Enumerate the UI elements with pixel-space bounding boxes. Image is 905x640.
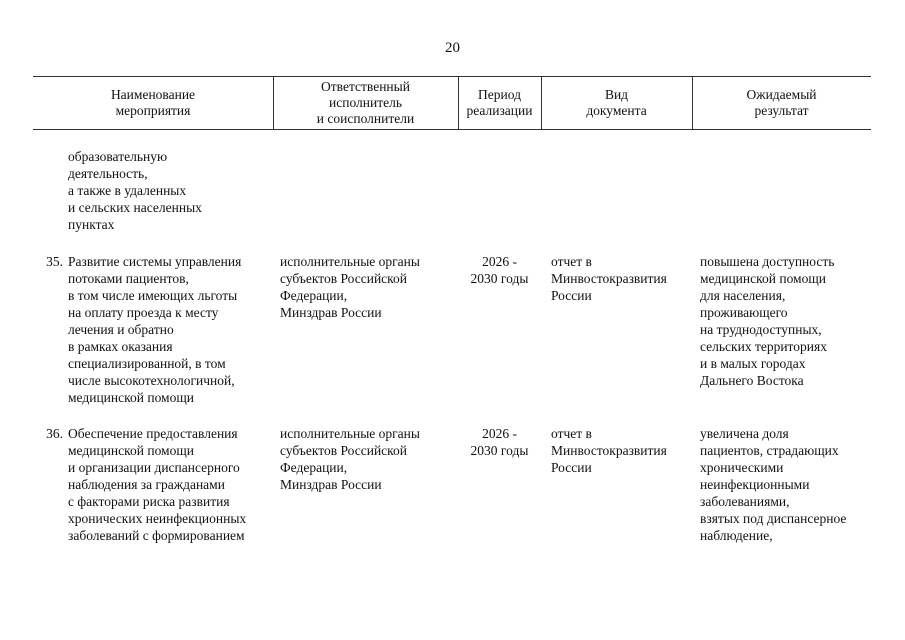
table-header-rule: [33, 129, 871, 130]
row-responsible: исполнительные органы субъектов Российской Федерации, Минздрав России: [280, 254, 420, 320]
row-result: повышена доступность медицинской помощи для населения, проживающего на труднодоступных, сельских территориях и в малых городах Дальнего Востока: [700, 254, 835, 388]
row-name: Развитие системы управления потоками пациентов, в том числе имеющих льготы на оплату проезда к месту лечения и обратно в рамках оказания специализированной, в том числе высокотехнологичной, медицинской помощи: [68, 254, 242, 405]
header-name: Наименование мероприятия: [110, 86, 196, 118]
row-responsible: исполнительные органы субъектов Российской Федерации, Минздрав России: [280, 426, 420, 492]
header-result: Ожидаемый результат: [746, 86, 817, 118]
page-number: 20: [445, 40, 460, 56]
row-period: 2026 - 2030 годы: [470, 426, 529, 458]
row-document: отчет в Минвостокразвития России: [551, 254, 667, 303]
row-document: отчет в Минвостокразвития России: [551, 426, 667, 475]
row-name: Обеспечение предоставления медицинской помощи и организации диспансерного наблюдения за гражданами с факторами риска развития хронических неинфекционных заболеваний с формированием: [68, 426, 247, 543]
continuation-name: образовательную деятельность, а также в удаленных и сельских населенных пунктах: [68, 149, 202, 232]
header-period: Период реализации: [466, 86, 533, 118]
row-period: 2026 - 2030 годы: [470, 254, 529, 286]
row-number: 36.: [46, 426, 63, 441]
row-number: 35.: [46, 254, 63, 269]
row-result: увеличена доля пациентов, страдающих хроническими неинфекционными заболеваниями, взятых под диспансерное наблюдение,: [700, 426, 847, 543]
header-document: Вид документа: [586, 86, 647, 118]
header-responsible: Ответственный исполнитель и соисполнители: [316, 78, 415, 126]
